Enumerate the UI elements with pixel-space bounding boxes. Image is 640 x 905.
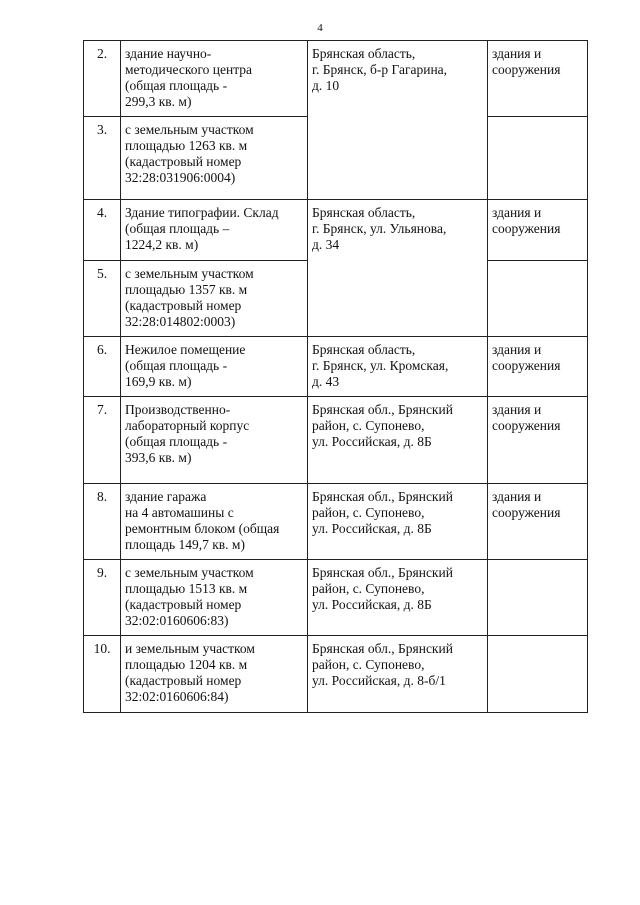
object-name: с земельным участком площадью 1513 кв. м (кадастровый номер 32:02:0160606:83): [121, 560, 308, 636]
object-category: [488, 636, 588, 713]
table-row: [84, 337, 588, 397]
object-name: здание гаража на 4 автомашины с ремонтным блоком (общая площадь 149,7 кв. м): [121, 484, 308, 560]
row-number: 6.: [84, 337, 121, 397]
object-name: Нежилое помещение (общая площадь - 169,9 кв. м): [121, 337, 308, 397]
row-number: 2.: [84, 41, 121, 117]
object-address: Брянская область, г. Брянск, ул. Ульянова, д. 34: [308, 200, 488, 337]
row-number: 4.: [84, 200, 121, 261]
object-category: [488, 117, 588, 200]
object-name: и земельным участком площадью 1204 кв. м (кадастровый номер 32:02:0160606:84): [121, 636, 308, 713]
object-category: здания и сооружения: [488, 397, 588, 484]
table-row: [84, 484, 588, 560]
object-name: Производственно- лабораторный корпус (общая площадь - 393,6 кв. м): [121, 397, 308, 484]
table-row: [84, 41, 588, 117]
table-row: [84, 560, 588, 636]
row-number: 9.: [84, 560, 121, 636]
object-category: [488, 560, 588, 636]
object-address: Брянская обл., Брянский район, с. Супонево, ул. Российская, д. 8Б: [308, 397, 488, 484]
row-number: 3.: [84, 117, 121, 200]
object-category: здания и сооружения: [488, 41, 588, 117]
object-address: Брянская область, г. Брянск, б-р Гагарина, д. 10: [308, 41, 488, 200]
row-number: 8.: [84, 484, 121, 560]
property-table: [83, 40, 588, 713]
object-name: здание научно- методического центра (общая площадь - 299,3 кв. м): [121, 41, 308, 117]
object-name: с земельным участком площадью 1263 кв. м (кадастровый номер 32:28:031906:0004): [121, 117, 308, 200]
table-row: [84, 636, 588, 713]
row-number: 5.: [84, 261, 121, 337]
object-address: Брянская обл., Брянский район, с. Супонево, ул. Российская, д. 8Б: [308, 560, 488, 636]
object-address: Брянская обл., Брянский район, с. Супонево, ул. Российская, д. 8Б: [308, 484, 488, 560]
object-category: здания и сооружения: [488, 200, 588, 261]
object-category: здания и сооружения: [488, 484, 588, 560]
table-row: [84, 397, 588, 484]
object-address: Брянская обл., Брянский район, с. Супонево, ул. Российская, д. 8-б/1: [308, 636, 488, 713]
object-name: с земельным участком площадью 1357 кв. м (кадастровый номер 32:28:014802:0003): [121, 261, 308, 337]
object-name: Здание типографии. Склад (общая площадь – 1224,2 кв. м): [121, 200, 308, 261]
table-row: [84, 200, 588, 261]
page-number: 4: [317, 22, 323, 34]
row-number: 7.: [84, 397, 121, 484]
object-category: [488, 261, 588, 337]
row-number: 10.: [84, 636, 121, 713]
object-address: Брянская область, г. Брянск, ул. Кромская, д. 43: [308, 337, 488, 397]
object-category: здания и сооружения: [488, 337, 588, 397]
